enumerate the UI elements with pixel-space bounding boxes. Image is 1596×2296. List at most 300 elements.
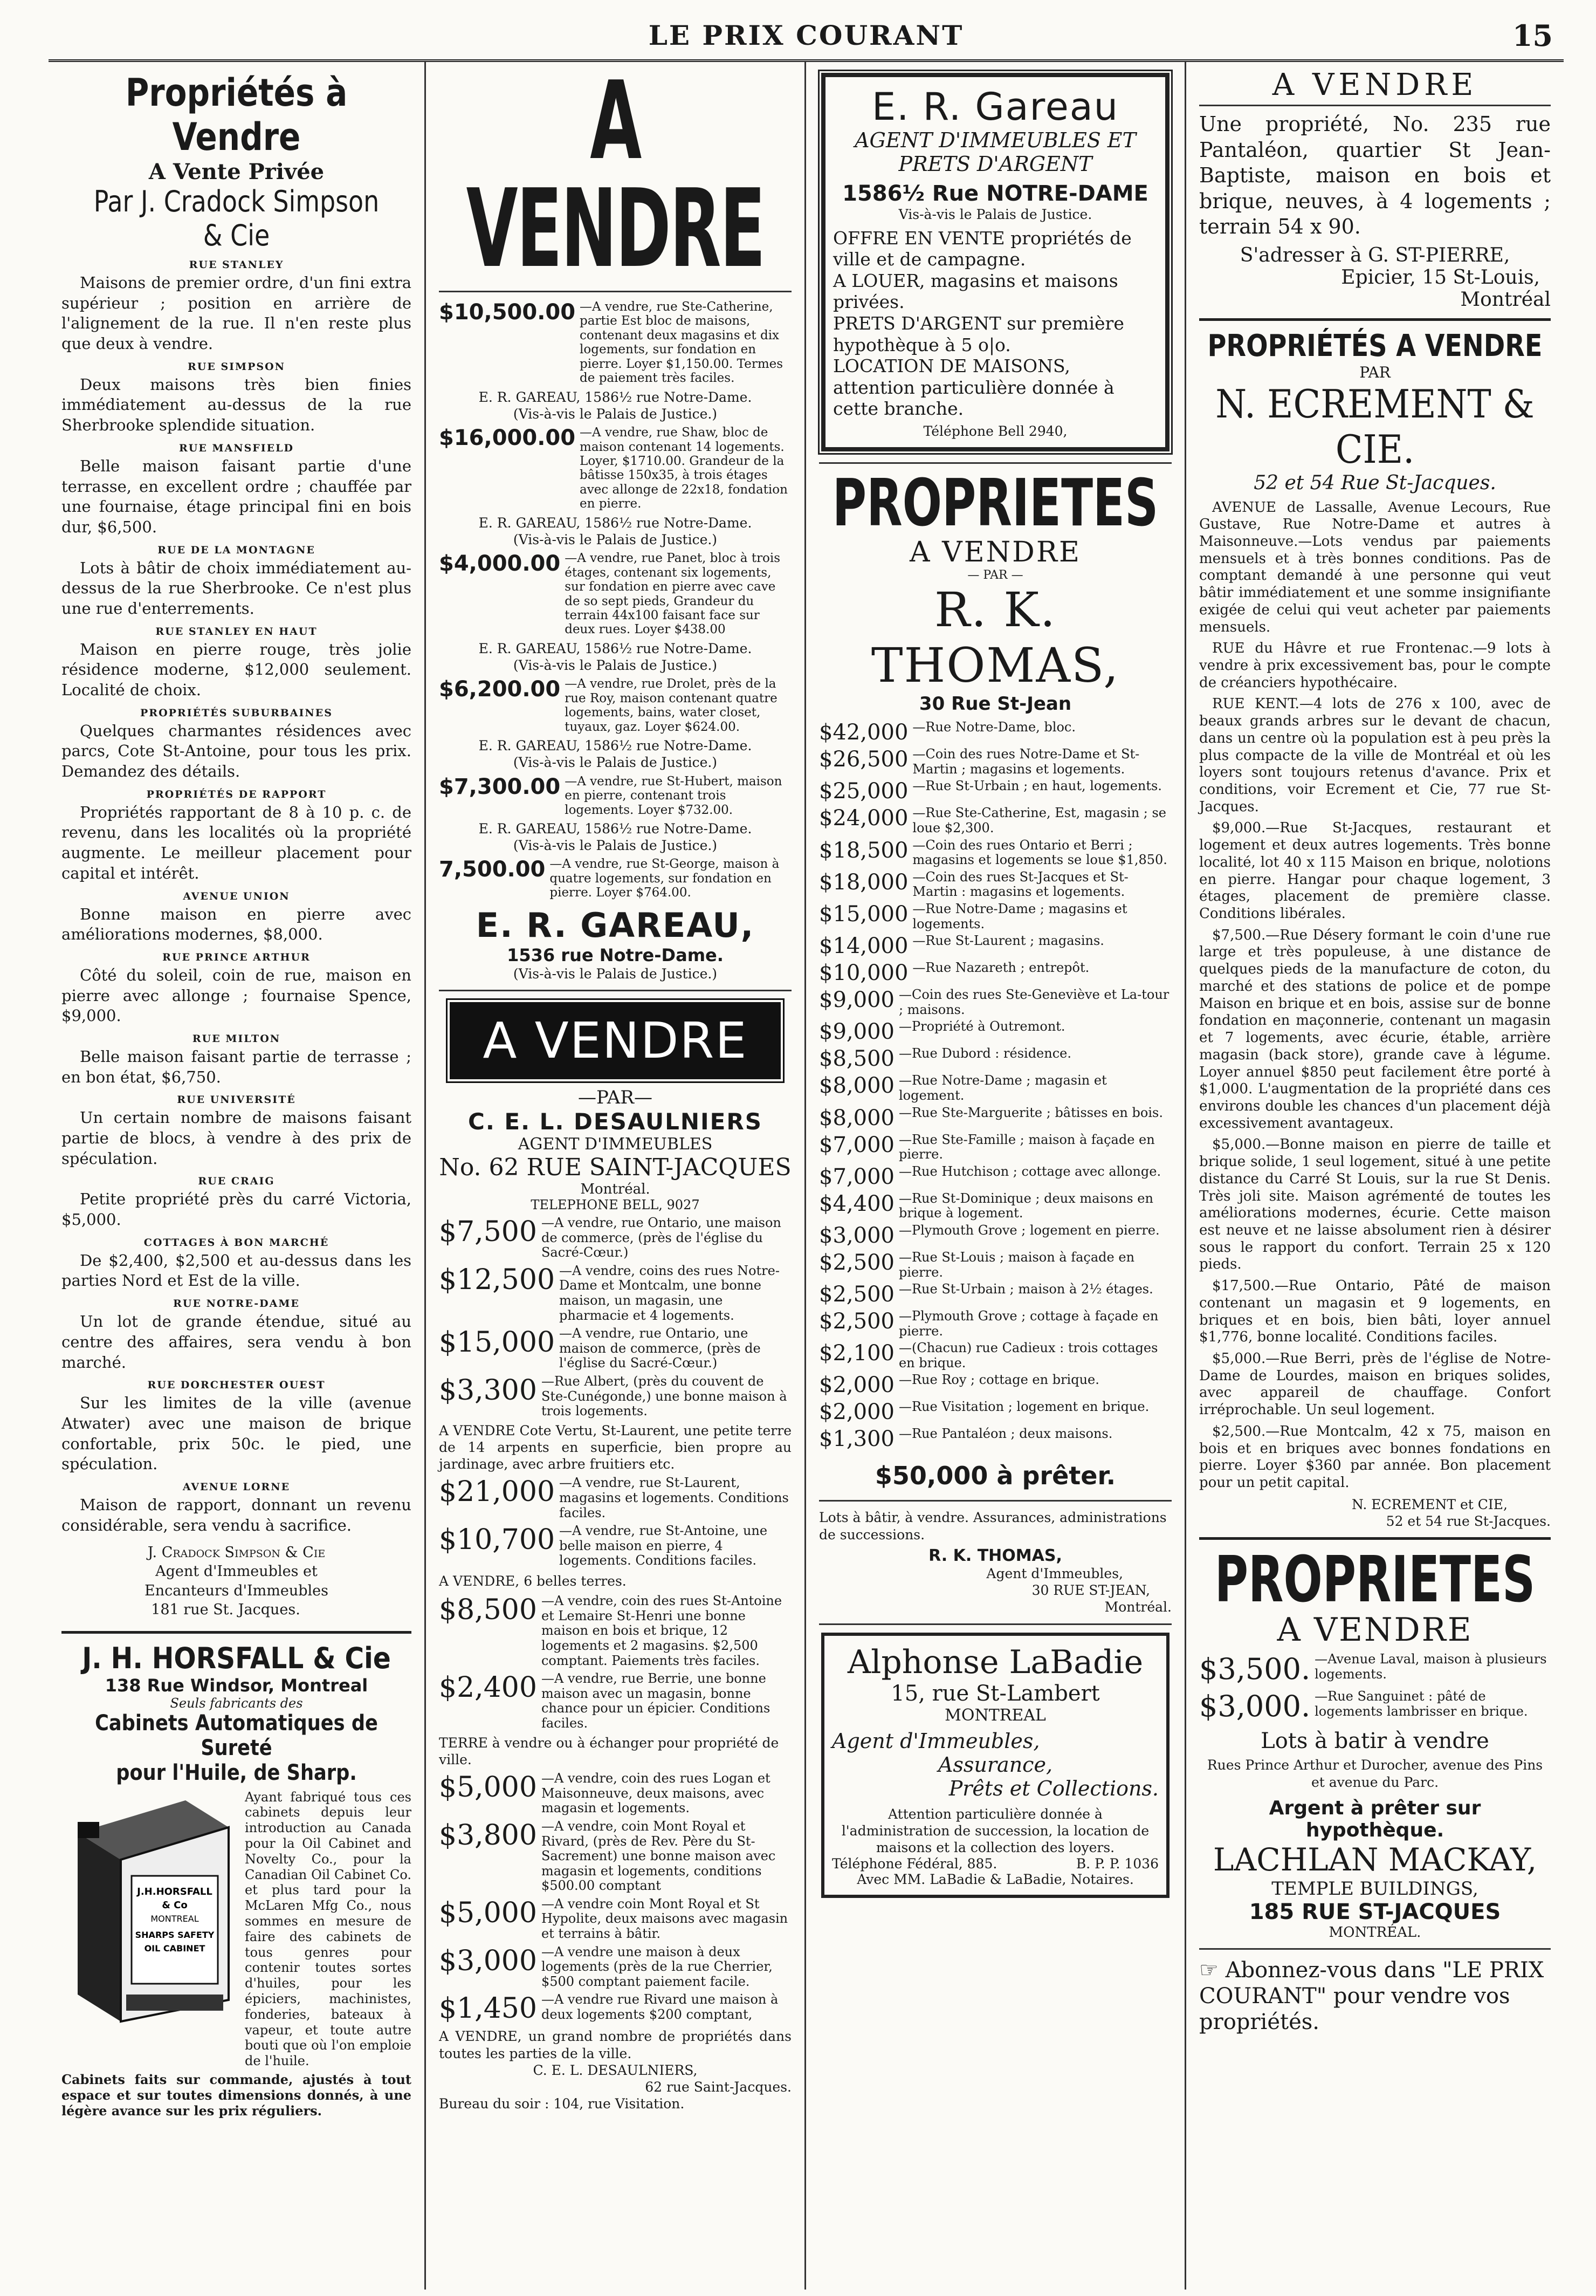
listing-price: $21,000 (439, 1476, 555, 1509)
stpierre-title: A VENDRE (1199, 67, 1551, 106)
column-4 (1186, 62, 1564, 2290)
sig-line: 181 rue St. Jacques. (151, 1601, 300, 1618)
listing-text: —A vendre, rue St-Antoine, une belle maison en pierre, 4 logements. Conditions faciles. (559, 1523, 768, 1568)
listing-row (439, 1476, 792, 1520)
gareau-box-agent: AGENT D'IMMEUBLES ET PRETS D'ARGENT (855, 128, 1136, 176)
ecrement-listings (1199, 499, 1551, 1492)
mackay-street: 185 RUE ST-JACQUES (1249, 1899, 1501, 1924)
listing-heading: AVENUE LORNE (182, 1481, 291, 1493)
horsfall-body (61, 1790, 411, 2069)
desaulniers-listings-2 (439, 1476, 792, 1568)
gareau-ref-vis: (Vis-à-vis le Palais de Justice.) (513, 406, 718, 422)
listing-row (439, 1326, 792, 1371)
sig-line: J. Cradock Simpson & Cie (147, 1544, 326, 1561)
listing-text: —Rue St-Urbain ; en haut, logements. (912, 778, 1162, 794)
gareau-box-l3: PRETS D'ARGENT sur première hypothèque à 5 o|o. (833, 313, 1124, 355)
listing-text: —Rue Ste-Catherine, Est, magasin ; se loue $2,300. (912, 805, 1167, 835)
horsfall-sole: Seuls fabricants des (170, 1695, 303, 1711)
listing-text: —A vendre, rue St-Hubert, maison en pierre, contenant trois logements. Loyer $732.00. (565, 774, 782, 817)
listing-text: —Rue Notre-Dame ; magasins et logements. (912, 901, 1127, 931)
listing-row (819, 1191, 1172, 1221)
desaulniers-par: —PAR— (578, 1087, 652, 1108)
listing-price: $15,000 (439, 1326, 555, 1359)
divider (1199, 1948, 1551, 1950)
six-terres: A VENDRE, 6 belles terres. (439, 1573, 627, 1589)
listing-row (439, 677, 792, 734)
listing-row (439, 1992, 792, 2025)
listing-row (819, 1309, 1172, 1339)
listing-text: —A vendre, coins des rues Notre-Dame et Montcalm, une bonne maison, un magasin, une pharmacie et 4 logements. (559, 1263, 780, 1323)
listing-text: Maison de rapport, donnant un revenu considérable, sera vendu à sacrifice. (61, 1495, 411, 1534)
gareau-box (821, 73, 1170, 451)
listing-row (439, 1897, 792, 1942)
mackay-proprietes: PROPRIETES (1214, 1542, 1536, 1617)
listing-row (1199, 1652, 1551, 1686)
listing-price: $10,000 (819, 961, 909, 986)
desaulniers-listings-1 (439, 1216, 792, 1419)
labadie-a1: Agent d'Immeubles, (832, 1729, 1040, 1753)
listing-row (439, 1374, 792, 1419)
gareau-box-l1: OFFRE EN VENTE propriétés de ville et de campagne. (833, 227, 1132, 270)
listing-text: Sur les limites de la ville (avenue Atwater) avec une maison de brique confortable, prix 50c. le pied, une spéculation. (61, 1394, 411, 1473)
listing-text: Petite propriété près du carré Victoria, $5,000. (61, 1190, 411, 1229)
listing-row (819, 1073, 1172, 1103)
listing-price: $2,100 (819, 1341, 895, 1366)
listing-row (819, 1282, 1172, 1307)
gareau-box-vis: Vis-à-vis le Palais de Justice. (898, 207, 1092, 223)
thomas-address: 30 Rue St-Jean (919, 693, 1072, 715)
ecrement-paragraph: $7,500.—Rue Désery formant le coin d'une rue large et très populeuse, à une distance de quelques pieds de la manufacture de coton, du marché et des stations de police et de pompe Maison en brique et en bois, assise sur de bonne fondation en maçonnerie, contenant un magasin et 7 logements, avec écurie, étable, arrière magasin (back store), grande cave à légume. Loyer annuel $850 peut facilement être porté à $1,000. L'augmentation de la propriété dans ces environs double les chances d'un placement déjà excessivement avantageux. (1199, 927, 1551, 1132)
listing-price: $10,700 (439, 1524, 555, 1557)
ecrement-name: N. ECREMENT & CIE. (1215, 381, 1535, 472)
gareau-ref: E. R. GAREAU, 1586½ rue Notre-Dame. (478, 820, 752, 837)
listing-text: —Rue Nazareth ; entrepôt. (912, 960, 1090, 976)
listing-text: Un certain nombre de maisons faisant partie de blocs, à vendre à des prix de spéculation. (61, 1108, 411, 1168)
listing-price: $3,000 (439, 1944, 537, 1977)
labadie-attention: Attention particulière donnée à l'administration de succession, la location de maisons et la collection des loyers. (841, 1806, 1150, 1856)
listing-text: —Rue Pantaléon ; deux maisons. (898, 1426, 1113, 1442)
listing-text: —Rue St-Urbain ; maison à 2½ étages. (898, 1281, 1153, 1297)
listing-price: $7,000 (819, 1132, 895, 1157)
listing-row (439, 1216, 792, 1260)
gareau-listings (439, 300, 792, 900)
listing-row (819, 1250, 1172, 1280)
ecrement-par: PAR (1359, 363, 1391, 381)
bureau-du-soir: Bureau du soir : 104, rue Visitation. (439, 2096, 685, 2112)
listing-text: —A vendre, coin des rues St-Antoine et Lemaire St-Henri une bonne maison en bois et brique, 12 logements et 2 magasins. $2,500 comptant. Paiements très faciles. (541, 1593, 782, 1668)
labadie-contact (832, 1856, 1159, 1872)
listing-text: —Plymouth Grove ; cottage à façade en pierre. (898, 1308, 1159, 1339)
oil-cabinet-image (61, 1790, 239, 2027)
listing-text: —A vendre, rue Ste-Catherine, partie Est bloc de maisons, contenant deux magasins et dix logements, sur fondation en pierre. Loyer $1,150.00. Termes de paiement très faciles. (580, 300, 783, 386)
listing-heading: AVENUE UNION (183, 890, 290, 902)
listing-price: $16,000.00 (439, 426, 576, 451)
thomas-preter: $50,000 à prêter. (875, 1461, 1116, 1491)
listing-price: $7,300.00 (439, 774, 561, 799)
labadie-name: Alphonse LaBadie (847, 1643, 1144, 1681)
listing-price: $8,000 (819, 1105, 895, 1130)
listing-row (819, 988, 1172, 1017)
listing-text: —(Chacun) rue Cadieux : trois cottages en brique. (898, 1340, 1158, 1370)
thomas-sig4: Montréal. (1104, 1599, 1172, 1615)
divider (819, 462, 1172, 464)
listing-text: Maisons de premier ordre, d'un fini extra supérieur ; position en arrière de l'alignement de la rue. Il n'en reste plus que deux à vendre. (61, 273, 411, 353)
gareau-ref: E. R. GAREAU, 1586½ rue Notre-Dame. (478, 515, 752, 531)
gareau-box-l2: A LOUER, magasins et maisons privées. (833, 270, 1118, 313)
listing-price: 7,500.00 (439, 857, 546, 882)
listing-heading: PROPRIÉTÉS DE RAPPORT (146, 788, 327, 800)
horsfall-text: Ayant fabriqué tous ces cabinets depuis leur introduction au Canada pour la Oil Cabinet and Novelty Co., pour la Canadian Oil Cabinet Co. et plus tard pour la McLaren Mfg Co., nous sommes en mesure de faire des cabinets de tous genres pour contenir toutes sortes d'huiles, pour les épiciers, machinistes, fonderies, bateaux à vapeur, et toute autre bouti que où l'on emploie de l'huile. (245, 1789, 411, 2069)
thomas-lots: Lots à bâtir, à vendre. Assurances, administrations de successions. (819, 1510, 1167, 1543)
listing-row (439, 1524, 792, 1568)
horsfall-product2: pour l'Huile, de Sharp. (116, 1760, 357, 1785)
listing-price: $7,000 (819, 1164, 895, 1189)
listing-price: $42,000 (819, 720, 909, 745)
listing-price: $6,200.00 (439, 677, 561, 702)
desaulniers-city: Montréal. (580, 1181, 650, 1197)
listing-row (819, 1164, 1172, 1189)
listing-text: —Coin des rues Notre-Dame et St-Martin ; magasins et logements. (912, 746, 1140, 777)
page-header (49, 16, 1564, 62)
cabinet-label-4: SHARPS SAFETY (135, 1929, 215, 1940)
listing-row (819, 961, 1172, 985)
listing-row (819, 1046, 1172, 1071)
listing-text: —Rue Ste-Marguerite ; bâtisses en bois. (898, 1105, 1163, 1120)
ecrement-paragraph: RUE du Hâvre et rue Frontenac.—9 lots à vendre à prix excessivement bas, pour le compte de créanciers hypothécaire. (1199, 640, 1551, 691)
listing-text: Côté du soleil, coin de rue, maison en pierre avec allonge ; fournaise Spence, $9,000. (61, 965, 411, 1025)
listing-row (819, 1133, 1172, 1162)
avendre-title: A VENDRE (466, 62, 765, 292)
listing-text: Propriétés rapportant de 8 à 10 p. c. de revenu, dans les localités où la propriété augmente. Le meilleur placement pour capital et intérêt. (61, 803, 411, 882)
ecrement-sig2: 52 et 54 rue St-Jacques. (1386, 1513, 1551, 1529)
desaulniers-name: C. E. L. DESAULNIERS (468, 1108, 762, 1135)
listing-text: —A vendre, coin des rues Logan et Maisonneuve, deux maisons, avec magasin et logements. (541, 1771, 771, 1816)
gareau-box-l4: LOCATION DE MAISONS, attention particulière donnée à cette branche. (833, 355, 1115, 420)
gareau-ref-vis: (Vis-à-vis le Palais de Justice.) (513, 532, 718, 547)
thomas-sig2: Agent d'Immeubles, (986, 1565, 1123, 1581)
labadie-box (821, 1633, 1170, 1899)
listing-heading: COTTAGES À BON MARCHÉ (143, 1236, 329, 1249)
listing-text: —A vendre coin Mont Royal et St Hypolite, deux maisons avec magasin et terrains à bâtir. (541, 1896, 788, 1942)
listing-text: —A vendre, rue Berrie, une bonne maison avec un magasin, bonne chance pour un épicier. Conditions faciles. (541, 1671, 771, 1731)
listing-text: —Rue St-Louis ; maison à façade en pierre. (898, 1249, 1135, 1280)
listing-row (819, 720, 1172, 745)
listing-heading: RUE STANLEY (189, 259, 284, 271)
listing-row (819, 806, 1172, 835)
listing-heading: RUE STANLEY EN HAUT (155, 625, 318, 638)
listing-text: —A vendre, rue Panet, bloc à trois étages, contenant six logements, sur fondation en pierre avec cave de so sept pieds, Grandeur du terrain 44x100 faisant face sur deux rues. Loyer $438.00 (565, 551, 781, 637)
listing-price: $1,300 (819, 1427, 895, 1452)
listing-text: —A vendre, rue St-Laurent, magasins et logements. Conditions faciles. (559, 1475, 789, 1520)
listing-row (819, 1223, 1172, 1248)
thomas-par: — PAR — (967, 568, 1023, 582)
labadie-a3: Prêts et Collections. (948, 1776, 1159, 1800)
listing-price: $5,000 (439, 1771, 537, 1804)
listing-text: Maison en pierre rouge, très jolie résidence moderne, $12,000 seulement. Localité de choix. (61, 640, 411, 699)
listing-text: —Rue Roy ; cottage en brique. (898, 1372, 1099, 1388)
listing-price: $2,500 (819, 1309, 895, 1334)
desaulniers-sig2: 62 rue Saint-Jacques. (645, 2079, 792, 2095)
listing-price: $3,800 (439, 1819, 537, 1852)
listing-row (439, 1945, 792, 1990)
listing-row (439, 1594, 792, 1668)
listing-price: $25,000 (819, 779, 909, 804)
mackay-lots: Lots à batir à vendre (1261, 1729, 1489, 1754)
listing-price: $5,000 (439, 1896, 537, 1929)
labadie-city: MONTREAL (945, 1705, 1046, 1725)
ecrement-paragraph: AVENUE de Lassalle, Avenue Lecours, Rue Gustave, Rue Notre-Dame et autres à Maisonneuve.—Lots vendus par paiements mensuels et à très bonnes conditions. Pas de comptant demandé à une personne qui veut bâtir immédiatement et une somme insignifiante exigée de celui qui veut acheter par paiements mensuels. (1199, 499, 1551, 635)
ecrement-paragraph: $9,000.—Rue St-Jacques, restaurant et logement et deux autres logements. Très bonne localité, lot 40 x 115 Maison en brique, nolotions en pierre. Hangar pour chaque logement, 3 étages, placement de première classe. Conditions libérales. (1199, 820, 1551, 922)
grand-nombre: A VENDRE, un grand nombre de propriétés dans toutes les parties de la ville. (439, 2028, 792, 2061)
gareau-big-name: E. R. GAREAU, (476, 905, 755, 945)
cradock-sub2: Par J. Cradock Simpson & Cie (93, 184, 380, 252)
listing-text: —A vendre, rue Ontario, une maison de commerce, (près de l'église du Sacré-Cœur.) (541, 1215, 781, 1260)
listing-row (819, 1400, 1172, 1424)
listing-text: Un lot de grande étendue, situé au centre des affaires, sera vendu à bon marché. (61, 1312, 411, 1372)
thomas-proprietes: PROPRIETES (832, 466, 1159, 542)
listing-row (1199, 1689, 1551, 1723)
labadie-bp: B. P. P. 1036 (1076, 1856, 1159, 1872)
cabinet-label-5: OIL CABINET (144, 1943, 205, 1954)
listing-text: Belle maison faisant partie d'une terrasse, en excellent ordre ; chauffée par une fournaise, étage principal fini en bois dur, $6,500. (61, 456, 411, 536)
listing-price: $2,500 (819, 1250, 895, 1275)
ecrement-paragraph: $5,000.—Bonne maison en pierre de taille et brique solide, 1 seul logement, situé à une petite distance du Carré St Louis, sur la rue St Denis. Très joli site. Maison agrémenté de toutes les améliorations modernes, écurie. Cette maison est neuve et ne laisse absolument rien à désirer sous le rapport du confort. Terrain 25 x 120 pieds. (1199, 1136, 1551, 1273)
listing-row (439, 1671, 792, 1731)
cradock-title: Propriétés à Vendre (125, 71, 348, 159)
abonnez-vous: ☞ Abonnez-vous dans "LE PRIX COURANT" pour vendre vos propriétés. (1199, 1957, 1544, 2034)
listing-text: —Rue Notre-Dame, bloc. (912, 719, 1076, 735)
mackay-listings (1199, 1652, 1551, 1723)
gareau-box-name: E. R. Gareau (871, 85, 1119, 129)
listing-price: $3,000. (1199, 1689, 1311, 1724)
newspaper-title: LE PRIX COURANT (648, 19, 964, 51)
listing-text: —Rue Sanguinet : pâté de logements lambrisser en brique. (1315, 1689, 1528, 1719)
cabinet-label-2: & Co (162, 1899, 188, 1911)
divider (1199, 1537, 1551, 1540)
labadie-a2: Assurance, (938, 1752, 1053, 1777)
labadie-tel: Téléphone Fédéral, 885. (832, 1856, 998, 1872)
listing-row (439, 551, 792, 637)
listing-row (819, 902, 1172, 931)
listing-text: —Plymouth Grove ; logement en pierre. (898, 1222, 1160, 1238)
listing-price: $3,500. (1199, 1652, 1311, 1687)
listing-price: $18,500 (819, 838, 909, 863)
listing-price: $26,500 (819, 747, 909, 772)
listing-row (819, 1373, 1172, 1397)
listing-row (439, 426, 792, 511)
listing-row (819, 934, 1172, 958)
listing-text: —Rue Albert, (près du couvent de Ste-Cunégonde,) une bonne maison à trois logements. (541, 1373, 787, 1419)
mackay-rues: Rues Prince Arthur et Durocher, avenue des Pins et avenue du Parc. (1207, 1757, 1543, 1790)
listing-price: $9,000 (819, 988, 895, 1013)
listing-price: $9,000 (819, 1019, 895, 1045)
horsfall-footer: Cabinets faits sur commande, ajustés à tout espace et sur toutes dimensions donnés, à une légère avance sur les prix réguliers. (61, 2072, 411, 2119)
listing-row (439, 1771, 792, 1816)
listing-price: $3,000 (819, 1223, 895, 1248)
listing-text: —Propriété à Outremont. (898, 1019, 1065, 1034)
thomas-sig3: 30 RUE ST-JEAN, (1031, 1582, 1150, 1599)
listing-heading: PROPRIÉTÉS SUBURBAINES (140, 707, 333, 719)
labadie-address: 15, rue St-Lambert (891, 1681, 1100, 1706)
column-1 (49, 62, 426, 2290)
listing-row (819, 779, 1172, 804)
stpierre-text: Une propriété, No. 235 rue Pantaléon, quartier St Jean-Baptiste, maison en bois et brique, neuves, à 4 logements ; terrain 54 x 90. (1199, 112, 1551, 238)
listing-price: $1,450 (439, 1992, 537, 2025)
columns (49, 62, 1564, 2290)
listing-text: Lots à bâtir de choix immédiatement au-dessus de la rue Sherbrooke. Ce n'est plus une rue d'enterrements. (61, 558, 411, 618)
listing-row (439, 1819, 792, 1894)
listing-price: $10,500.00 (439, 300, 576, 325)
desaulniers-agent: AGENT D'IMMEUBLES (518, 1135, 713, 1154)
gareau-box-address: 1586½ Rue NOTRE-DAME (842, 181, 1148, 207)
desaulniers-address: No. 62 RUE SAINT-JACQUES (439, 1154, 792, 1181)
listing-heading: RUE UNIVERSITÉ (177, 1094, 296, 1106)
listing-text: —A vendre, coin Mont Royal et Rivard, (près de Rev. Père du St-Sacrement) une bonne maison avec magasin et logements, conditions $500.00 comptant (541, 1818, 776, 1894)
listing-price: $15,000 (819, 901, 909, 927)
cradock-sub1: A Vente Privée (148, 159, 325, 184)
desaulniers-listings-4 (439, 1771, 792, 2025)
mackay-name: LACHLAN MACKAY, (1213, 1841, 1537, 1878)
listing-row (439, 300, 792, 386)
stpierre-adr2: Epicier, 15 St-Louis, (1341, 266, 1540, 289)
listing-heading: RUE DORCHESTER OUEST (147, 1379, 326, 1392)
listing-price: $8,500 (439, 1594, 537, 1627)
stpierre-adr3: Montréal (1460, 288, 1551, 311)
gareau-ref: E. R. GAREAU, 1586½ rue Notre-Dame. (478, 738, 752, 754)
listing-row (819, 1019, 1172, 1044)
stpierre-adr1: S'adresser à G. ST-PIERRE, (1240, 244, 1510, 266)
listing-text: —Rue St-Dominique ; deux maisons en brique à logement. (898, 1190, 1153, 1221)
listing-text: —A vendre une maison à deux logements (près de la rue Cherrier, $500 comptant paiement facile. (541, 1944, 773, 1989)
listing-price: $14,000 (819, 934, 909, 959)
gareau-ref-vis: (Vis-à-vis le Palais de Justice.) (513, 838, 718, 854)
listing-text: —Rue Ste-Famille ; maison à façade en pierre. (898, 1132, 1155, 1162)
listing-text: —Rue St-Laurent ; magasins. (912, 933, 1104, 949)
listing-text: —Rue Visitation ; logement en brique. (898, 1399, 1150, 1415)
thomas-avendre: A VENDRE (910, 536, 1081, 569)
sig-line: Encanteurs d'Immeubles (145, 1582, 328, 1599)
cabinet-label-1: J.H.HORSFALL (137, 1886, 212, 1897)
listing-heading: RUE CRAIG (198, 1175, 275, 1188)
listing-price: $8,000 (819, 1073, 895, 1099)
cradock-listings (61, 259, 411, 1536)
listing-price: $7,500 (439, 1216, 537, 1248)
listing-text: —Rue Notre-Dame ; magasin et logement. (898, 1073, 1107, 1103)
thomas-sig1: R. K. THOMAS, (928, 1546, 1062, 1565)
listing-text: —A vendre, rue Drolet, près de la rue Roy, maison contenant quatre logements, bains, water closet, tuyaux, gaz. Loyer $624.00. (565, 677, 778, 734)
horsfall-ad (61, 1641, 411, 2119)
column-2 (426, 62, 806, 2290)
ecrement-title: PROPRIÉTÉS A VENDRE (1207, 328, 1543, 364)
listing-text: Belle maison faisant partie de terrasse ; en bon état, $6,750. (61, 1047, 411, 1086)
ecrement-paragraph: $5,000.—Rue Berri, près de l'église de Notre-Dame de Lourdes, maison en briques solides, avec appareil de chauffage. Confort irréprochable. Un seul logement. (1199, 1351, 1551, 1418)
listing-row (439, 775, 792, 817)
listing-text: —Coin des rues Ontario et Berri ; magasins et logements se loue $1,850. (912, 837, 1167, 868)
listing-row (439, 857, 792, 900)
horsfall-name: J. H. HORSFALL & Cie (82, 1641, 391, 1675)
thomas-name: R. K. THOMAS, (871, 582, 1120, 694)
listing-heading: RUE MILTON (192, 1032, 281, 1045)
listing-price: $2,000 (819, 1373, 895, 1398)
listing-text: Bonne maison en pierre avec améliorations modernes, $8,000. (61, 904, 411, 944)
listing-text: —A vendre, rue Ontario, une maison de commerce, (près de l'église du Sacré-Cœur.) (559, 1326, 761, 1371)
thomas-listings (819, 720, 1172, 1451)
ecrement-address: 52 et 54 Rue St-Jacques. (1254, 471, 1496, 494)
listing-text: —Rue Dubord : résidence. (898, 1046, 1071, 1061)
divider (439, 990, 792, 991)
listing-text: Deux maisons très bien finies immédiatement au-dessus de la rue Sherbrooke splendide situation. (61, 375, 411, 435)
listing-row (439, 1264, 792, 1323)
listing-text: —A vendre, rue St-George, maison à quatre logements, sur fondation en pierre. Loyer $764.00. (549, 857, 780, 900)
listing-price: $18,000 (819, 869, 909, 895)
listing-row (819, 838, 1172, 868)
gareau-big-address: 1536 rue Notre-Dame. (507, 944, 724, 965)
horsfall-product1: Cabinets Automatiques de Sureté (95, 1710, 378, 1760)
listing-text: —Rue Hutchison ; cottage avec allonge. (898, 1163, 1161, 1179)
gareau-ref-vis: (Vis-à-vis le Palais de Justice.) (513, 755, 718, 771)
desaulniers-listings-3 (439, 1594, 792, 1731)
listing-row (819, 747, 1172, 777)
listing-text: —A vendre, rue Shaw, bloc de maison contenant 14 logements. Loyer, $1710.00. Grandeur de la bâtisse 150x35, à trois étages avec allonge de 22x18, fondation en pierre. (580, 426, 788, 511)
listing-price: $2,000 (819, 1400, 895, 1425)
ecrement-sig1: N. ECREMENT et CIE, (1352, 1496, 1508, 1512)
listing-text: De $2,400, $2,500 et au-dessus dans les parties Nord et Est de la ville. (61, 1251, 411, 1290)
divider (819, 1623, 1172, 1625)
page-number: 15 (1512, 18, 1553, 53)
listing-text: —Coin des rues Ste-Geneviève et La-tour ; maisons. (898, 987, 1170, 1017)
listing-text: —Avenue Laval, maison à plusieurs logements. (1315, 1651, 1547, 1682)
ecrement-paragraph: $17,500.—Rue Ontario, Pâté de maison contenant un magasin et 9 logements, en briques et en bois, bien bâti, loyer annuel $1,776, bonne localité. Conditions faciles. (1199, 1278, 1551, 1346)
mackay-temple: TEMPLE BUILDINGS, (1271, 1877, 1478, 1900)
gareau-box-tel: Téléphone Bell 2940, (923, 423, 1068, 439)
listing-heading: RUE NOTRE-DAME (173, 1298, 300, 1310)
listing-row (819, 1106, 1172, 1130)
listing-text: —A vendre rue Rivard une maison à deux logements $200 comptant, (541, 1992, 779, 2023)
cabinet-label-3: MONTREAL (150, 1913, 199, 1924)
sig-line: Agent d'Immeubles et (155, 1563, 318, 1580)
ecrement-paragraph: RUE KENT.—4 lots de 276 x 100, avec de beaux grands arbres sur le devant de chacun, dans un centre où la population est à peu près la plus compacte de la ville de Montréal et où les loyers sont toujours retenus d'avance. Prix et conditions, voir Ecrement et Cie, 77 rue St-Jacques. (1199, 696, 1551, 815)
listing-row (819, 870, 1172, 900)
column-3 (806, 62, 1186, 2290)
labadie-avec: Avec MM. LaBadie & LaBadie, Notaires. (857, 1872, 1134, 1888)
ecrement-paragraph: $2,500.—Rue Montcalm, 42 x 75, maison en bois et en briques avec bonnes fondations en pierre. Loyer $360 par année. Bon placement pour un petit capital. (1199, 1423, 1551, 1491)
listing-heading: RUE MANSFIELD (178, 442, 294, 454)
mackay-argent: Argent à prêter sur hypothèque. (1269, 1797, 1481, 1841)
desaulniers-tel: TELEPHONE BELL, 9027 (531, 1197, 700, 1212)
gareau-ref: E. R. GAREAU, 1586½ rue Notre-Dame. (478, 640, 752, 656)
cradock-signature (61, 1543, 411, 1619)
gareau-big-vis: (Vis-à-vis le Palais de Justice.) (513, 965, 718, 982)
listing-heading: RUE SIMPSON (187, 360, 286, 373)
listing-heading: RUE PRINCE ARTHUR (162, 951, 311, 963)
listing-text: —Coin des rues St-Jacques et St-Martin : magasins et logements. (912, 869, 1129, 900)
listing-price: $4,000.00 (439, 551, 561, 577)
divider (819, 1500, 1172, 1502)
listing-price: $8,500 (819, 1046, 895, 1072)
divider (1199, 318, 1551, 321)
gareau-ref: E. R. GAREAU, 1586½ rue Notre-Dame. (478, 389, 752, 405)
horsfall-address: 138 Rue Windsor, Montreal (105, 1675, 368, 1696)
gareau-ref-vis: (Vis-à-vis le Palais de Justice.) (513, 657, 718, 674)
listing-heading: RUE DE LA MONTAGNE (157, 544, 315, 556)
desaulniers-sig1: C. E. L. DESAULNIERS, (533, 2062, 698, 2078)
listing-price: $3,300 (439, 1374, 537, 1407)
divider (61, 1631, 411, 1634)
cote-vertu: A VENDRE Cote Vertu, St-Laurent, une petite terre de 14 arpents en superficie, bien propre au jardinage, avec arbre fruitiers etc. (439, 1422, 792, 1472)
listing-price: $24,000 (819, 806, 909, 831)
listing-text: Quelques charmantes résidences avec parcs, Cote St-Antoine, pour tous les prix. Demandez des détails. (61, 721, 411, 781)
listing-row (819, 1341, 1172, 1370)
